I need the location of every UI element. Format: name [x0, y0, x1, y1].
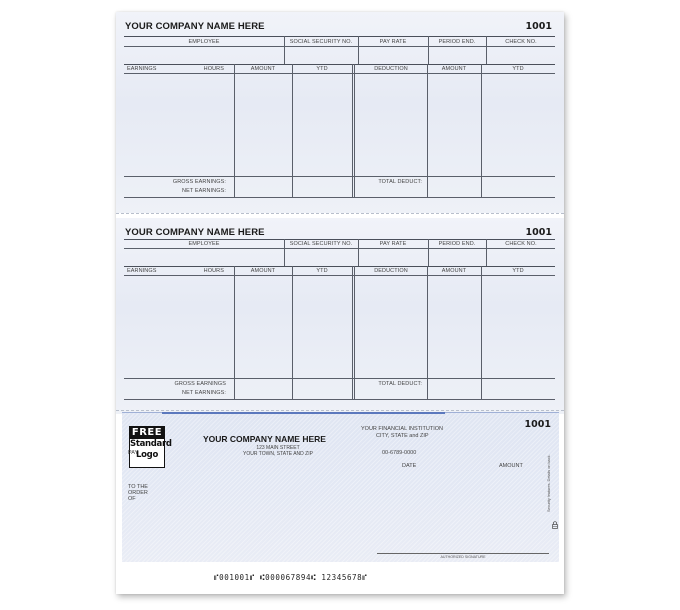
check-address-city: YOUR TOWN, STATE AND ZIP — [243, 451, 313, 457]
pay-stub-1 — [116, 12, 564, 213]
logo-free-text: FREE — [131, 427, 163, 438]
rule — [124, 399, 555, 400]
bank-name: YOUR FINANCIAL INSTITUTION — [361, 426, 443, 432]
rule — [124, 36, 555, 37]
pay-stub-2 — [116, 218, 564, 414]
header-amount: AMOUNT — [250, 66, 276, 72]
rule — [124, 239, 555, 240]
to-the-order-line2: ORDER — [128, 490, 148, 496]
perforation-line — [116, 410, 564, 411]
padlock-icon — [552, 521, 558, 529]
rule — [124, 266, 555, 267]
gross-earnings-label: GROSS EARNINGS — [174, 381, 226, 387]
header-period-end: PERIOD END. — [438, 241, 476, 247]
rule — [124, 64, 555, 65]
header-ssn: SOCIAL SECURITY NO. — [289, 39, 353, 45]
divider — [354, 64, 355, 197]
divider — [358, 239, 359, 266]
rule — [124, 378, 555, 379]
header-ytd: YTD — [316, 268, 328, 274]
check-company-name: YOUR COMPANY NAME HERE — [203, 434, 326, 444]
logo-logo-text: Logo — [136, 450, 158, 460]
divider — [358, 36, 359, 65]
divider — [234, 64, 235, 197]
header-deduction: DEDUCTION — [374, 268, 408, 274]
payroll-check-form — [116, 12, 564, 594]
check-body — [122, 412, 559, 562]
header-ssn: SOCIAL SECURITY NO. — [289, 241, 353, 247]
rule — [124, 176, 555, 177]
amount-label: AMOUNT — [499, 463, 523, 469]
logo-placeholder — [129, 426, 172, 468]
header-employee: EMPLOYEE — [188, 241, 220, 247]
divider — [234, 266, 235, 400]
divider — [427, 64, 428, 197]
stub-check-number: 1001 — [525, 21, 552, 32]
divider — [354, 266, 355, 400]
signature-line — [377, 553, 549, 554]
header-deduction: DEDUCTION — [374, 66, 408, 72]
stub-company-name: YOUR COMPANY NAME HERE — [125, 21, 265, 32]
to-the-order-line1: TO THE — [128, 484, 148, 490]
net-earnings-label: NET EARNINGS: — [182, 188, 226, 194]
divider — [481, 64, 482, 197]
header-pay-rate: PAY RATE — [379, 39, 407, 45]
authorized-signature-label: AUTHORIZED SIGNATURE — [440, 555, 486, 559]
bank-city: CITY, STATE and ZIP — [376, 433, 429, 439]
rule — [124, 197, 555, 198]
check-address-street: 123 MAIN STREET — [256, 445, 300, 451]
security-features-note: Security features. Details on back. — [547, 454, 551, 512]
to-the-order-line3: OF — [128, 496, 136, 502]
divider — [428, 239, 429, 266]
divider — [427, 266, 428, 400]
header-hours: HOURS — [203, 268, 224, 274]
rule — [124, 46, 555, 47]
stub-company-name: YOUR COMPANY NAME HERE — [125, 227, 265, 238]
header-deduction-amount: AMOUNT — [441, 66, 467, 72]
header-period-end: PERIOD END. — [438, 39, 476, 45]
total-deduct-label: TOTAL DEDUCT: — [378, 179, 422, 185]
divider — [292, 266, 293, 400]
divider — [428, 36, 429, 65]
divider — [481, 266, 482, 400]
divider — [352, 64, 353, 197]
total-deduct-label: TOTAL DEDUCT: — [378, 381, 422, 387]
header-earnings: EARNINGS — [127, 66, 157, 72]
net-earnings-label: NET EARNINGS: — [182, 390, 226, 396]
logo-standard-text: Standard — [130, 439, 172, 449]
stub-check-number: 1001 — [525, 227, 552, 238]
fractional-routing: 00-6789-0000 — [382, 450, 417, 456]
header-check-no: CHECK NO. — [505, 241, 537, 247]
header-ytd: YTD — [316, 66, 328, 72]
divider — [292, 64, 293, 197]
rule — [124, 73, 555, 74]
header-deduction-amount: AMOUNT — [441, 268, 467, 274]
header-deduction-ytd: YTD — [512, 268, 524, 274]
header-pay-rate: PAY RATE — [379, 241, 407, 247]
divider — [284, 36, 285, 65]
check-number: 1001 — [524, 419, 551, 430]
header-employee: EMPLOYEE — [188, 39, 220, 45]
header-hours: HOURS — [203, 66, 224, 72]
security-bar — [162, 412, 445, 414]
pay-label: PAY — [128, 450, 139, 456]
micr-line: ⑈001001⑈ ⑆000067894⑆ 12345678⑈ — [214, 573, 368, 582]
rule — [124, 248, 555, 249]
header-earnings: EARNINGS — [127, 268, 157, 274]
divider — [486, 239, 487, 266]
perforation-line — [116, 213, 564, 214]
header-deduction-ytd: YTD — [512, 66, 524, 72]
header-check-no: CHECK NO. — [505, 39, 537, 45]
rule — [124, 275, 555, 276]
gross-earnings-label: GROSS EARNINGS: — [172, 179, 226, 185]
header-amount: AMOUNT — [250, 268, 276, 274]
divider — [284, 239, 285, 266]
date-label: DATE — [402, 463, 417, 469]
divider — [486, 36, 487, 65]
divider — [352, 266, 353, 400]
